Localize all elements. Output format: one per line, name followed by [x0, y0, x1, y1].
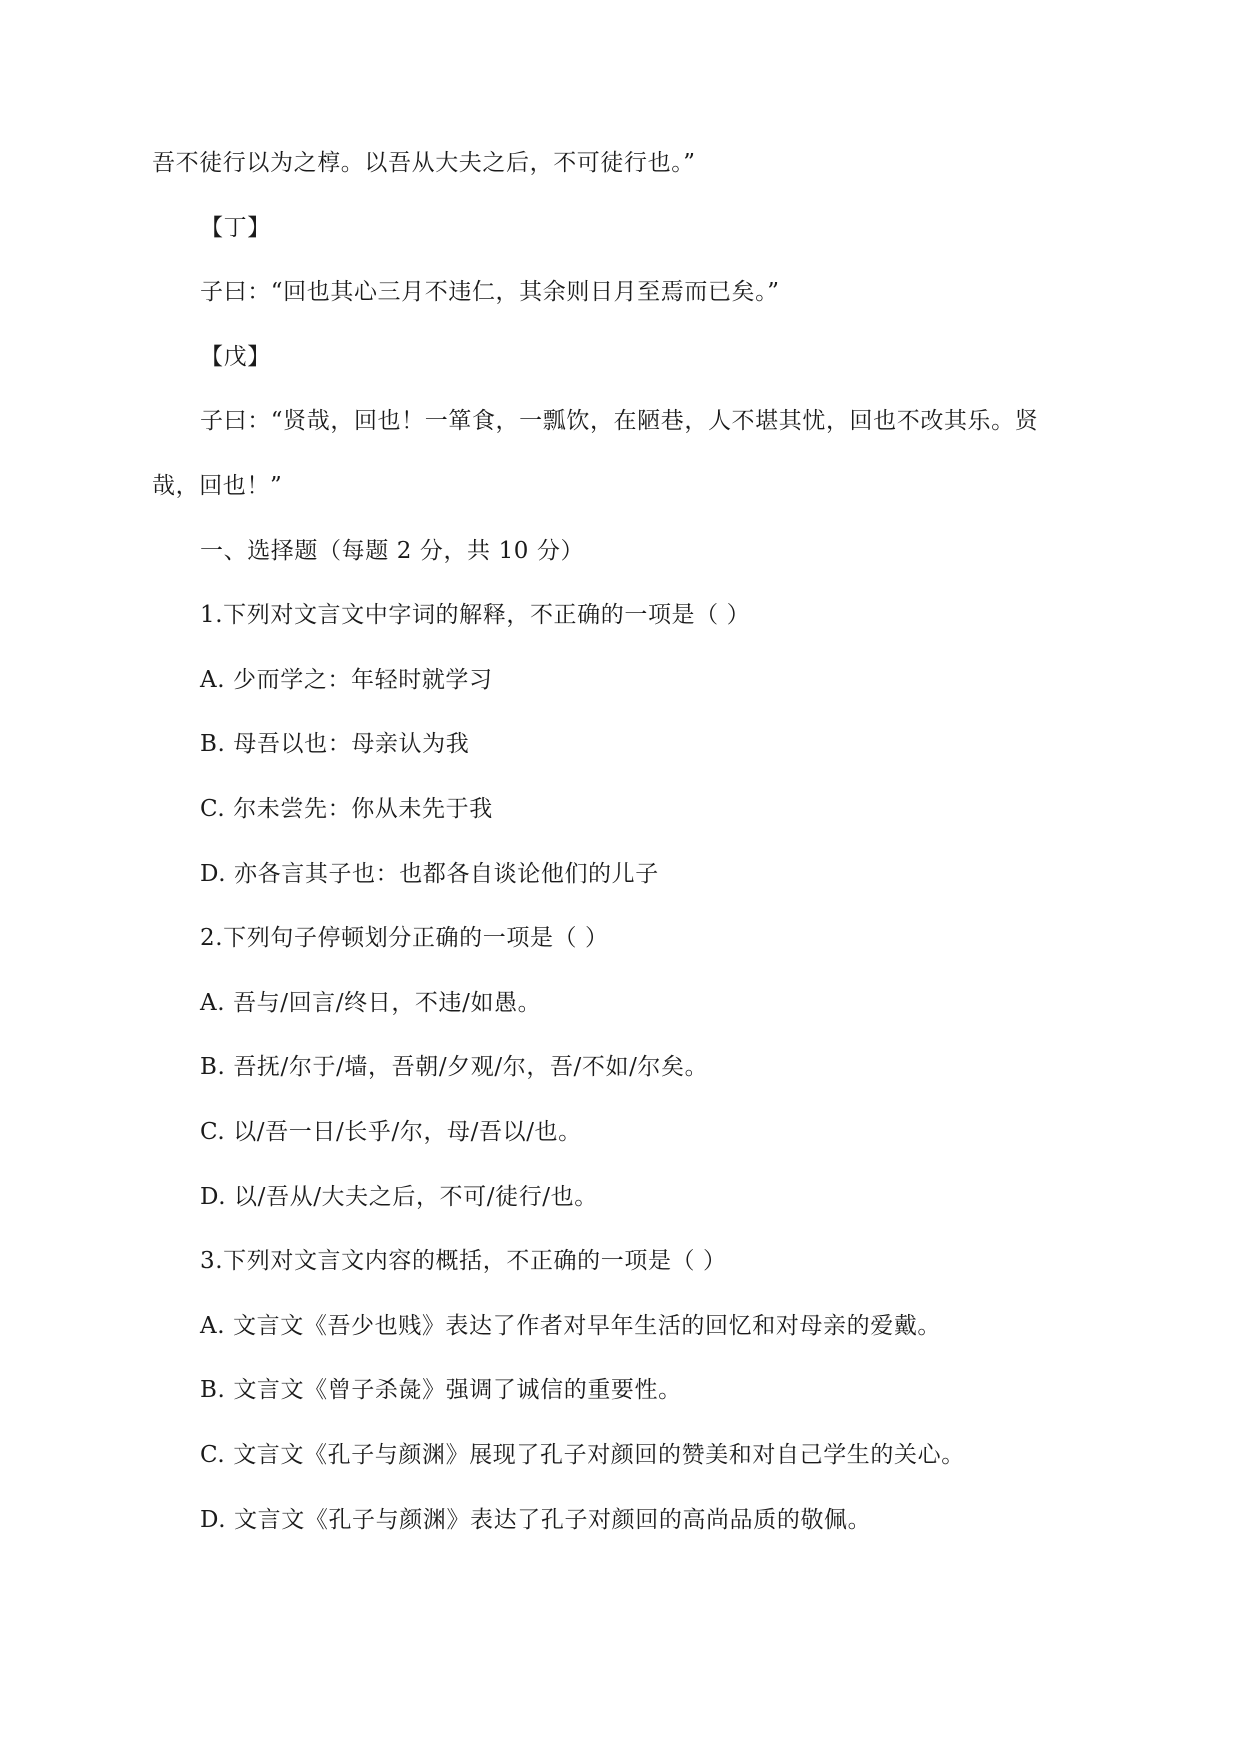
question-2-option-b: B. 吾抚/尔于/墙，吾朝/夕观/尔，吾/不如/尔矣。 [200, 1054, 709, 1080]
question-3-option-c: C. 文言文《孔子与颜渊》展现了孔子对颜回的赞美和对自己学生的关心。 [200, 1442, 965, 1468]
question-2-stem: 2.下列句子停顿划分正确的一项是（ ） [200, 925, 609, 951]
question-1-option-b: B. 母吾以也：母亲认为我 [200, 731, 470, 757]
question-3-stem: 3.下列对文言文内容的概括，不正确的一项是（ ） [200, 1248, 727, 1274]
question-1-option-c: C. 尔未尝先：你从未先于我 [200, 796, 493, 822]
question-1-stem: 1.下列对文言文中字词的解释，不正确的一项是（ ） [200, 602, 751, 628]
question-2-option-d: D. 以/吾从/大夫之后，不可/徒行/也。 [200, 1184, 598, 1210]
section-ding-label: 【丁】 [200, 215, 271, 241]
question-3-option-d: D. 文言文《孔子与颜渊》表达了孔子对颜回的高尚品质的敬佩。 [200, 1507, 872, 1533]
questions-section-heading: 一、选择题（每题 2 分，共 10 分） [200, 538, 585, 564]
question-2-option-c: C. 以/吾一日/长乎/尔，母/吾以/也。 [200, 1119, 582, 1145]
section-wu-text: 子曰：“贤哉，回也！一箪食，一瓢饮，在陋巷，人不堪其忧，回也不改其乐。贤 [200, 408, 1039, 434]
question-1-option-d: D. 亦各言其子也：也都各自谈论他们的儿子 [200, 861, 659, 887]
section-wu-text-continuation: 哉，回也！” [152, 473, 283, 499]
question-3-option-a: A. 文言文《吾少也贱》表达了作者对早年生活的回忆和对母亲的爱戴。 [200, 1313, 942, 1339]
passage-continuation-line: 吾不徒行以为之椁。以吾从大夫之后，不可徒行也。” [152, 150, 696, 176]
question-2-option-a: A. 吾与/回言/终日，不违/如愚。 [200, 990, 542, 1016]
question-3-option-b: B. 文言文《曾子杀彘》强调了诚信的重要性。 [200, 1377, 682, 1403]
section-wu-label: 【戊】 [200, 344, 271, 370]
question-1-option-a: A. 少而学之：年轻时就学习 [200, 667, 493, 693]
section-ding-text: 子曰：“回也其心三月不违仁，其余则日月至焉而已矣。” [200, 279, 780, 305]
